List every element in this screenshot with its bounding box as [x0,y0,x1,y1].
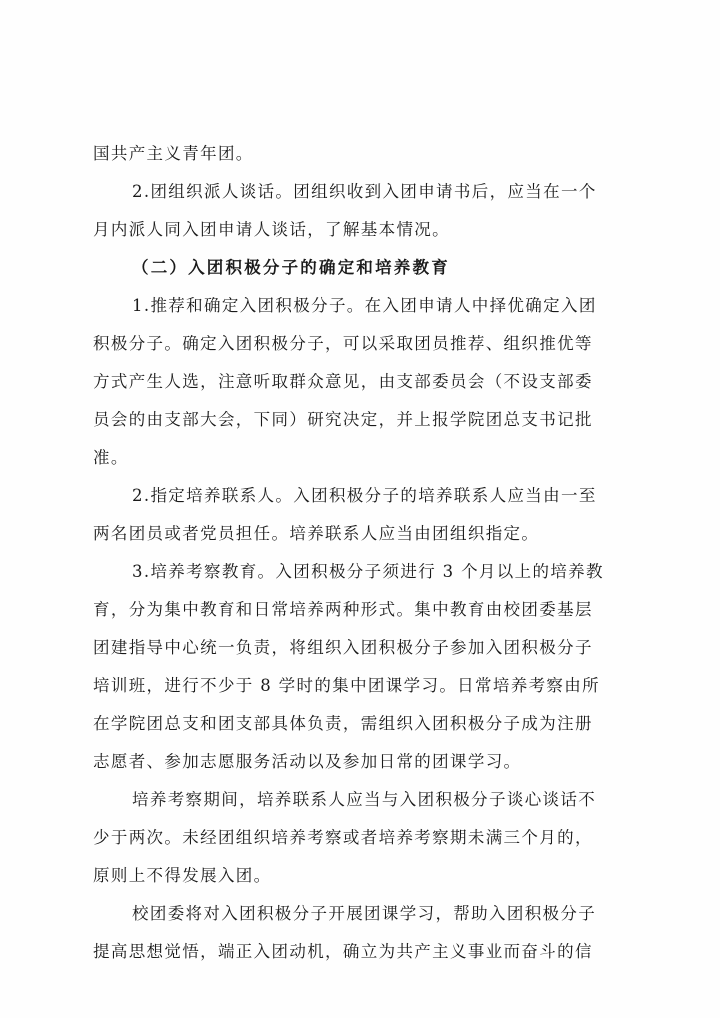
text-line: 两名团员或者党员担任。培养联系人应当由团组织指定。 [93,524,540,543]
text-line: 积极分子。确定入团积极分子，可以采取团员推荐、组织推优等 [93,334,593,353]
text-line: 国共产主义青年团。 [93,144,254,163]
text-line: 少于两次。未经团组织培养考察或者培养考察期未满三个月的， [93,828,593,847]
text-line: 员会的由支部大会，下同）研究决定，并上报学院团总支书记批 [93,410,593,429]
section-heading: （二）入团积极分子的确定和培养教育 [132,258,450,277]
text-line: 志愿者、参加志愿服务活动以及参加日常的团课学习。 [93,752,522,771]
text-line: 方式产生人选，注意听取群众意见，由支部委员会（不设支部委 [93,372,593,391]
text-line: 校团委将对入团积极分子开展团课学习，帮助入团积极分子 [132,904,597,923]
text-line: 育，分为集中教育和日常培养两种形式。集中教育由校团委基层 [93,600,593,619]
text-line: 团建指导中心统一负责，将组织入团积极分子参加入团积极分子 [93,638,593,657]
text-line: 准。 [93,448,129,467]
text-line: 原则上不得发展入团。 [93,866,272,885]
text-line: 在学院团总支和团支部具体负责，需组织入团积极分子成为注册 [93,714,593,733]
document-body [93,135,633,971]
text-line: 2.指定培养联系人。入团积极分子的培养联系人应当由一至 [132,486,597,505]
text-line: 培训班，进行不少于 8 学时的集中团课学习。日常培养考察由所 [93,676,600,695]
text-line: 提高思想觉悟，端正入团动机，确立为共产主义事业而奋斗的信 [93,942,593,961]
text-line: 3.培养考察教育。入团积极分子须进行 3 个月以上的培养教 [132,562,604,581]
text-line: 2.团组织派人谈话。团组织收到入团申请书后，应当在一个 [132,182,597,201]
text-line: 月内派人同入团申请人谈话，了解基本情况。 [93,220,450,239]
text-line: 培养考察期间，培养联系人应当与入团积极分子谈心谈话不 [132,790,597,809]
text-line: 1.推荐和确定入团积极分子。在入团申请人中择优确定入团 [132,296,597,315]
